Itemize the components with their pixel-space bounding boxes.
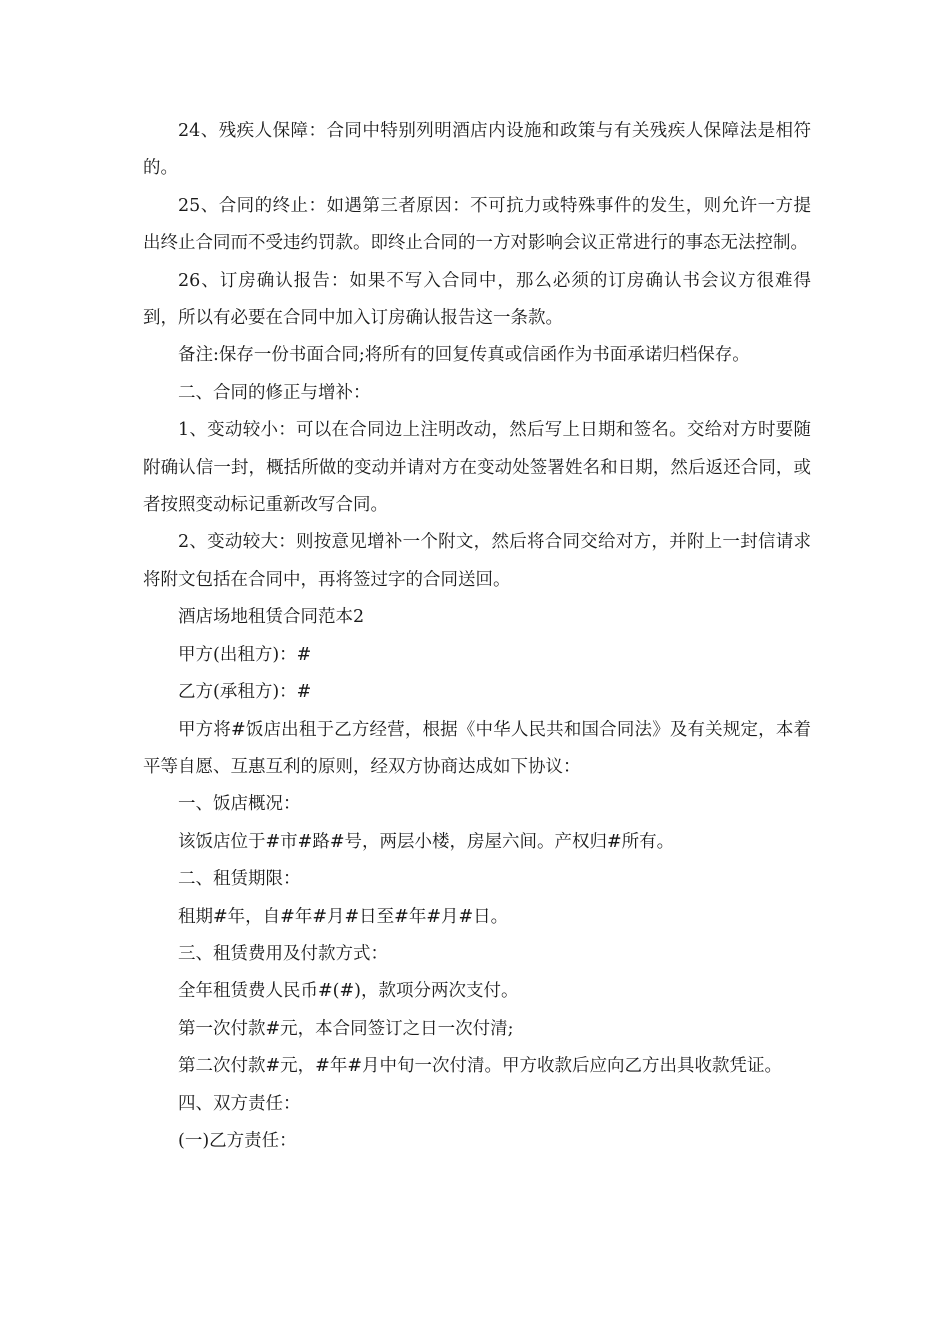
subsection-heading-party-b: (一)乙方责任：	[178, 1130, 297, 1151]
section-heading-hotel-overview: 一、饭店概况：	[178, 794, 301, 815]
paragraph-lease-period: 租期#年，自#年#月#日至#年#月#日。	[178, 906, 509, 927]
paragraph-hotel-location: 该饭店位于#市#路#号，两层小楼，房屋六间。产权归#所有。	[178, 831, 675, 852]
paragraph-second-payment: 第二次付款#元，#年#月中旬一次付清。甲方收款后应向乙方出具收款凭证。	[178, 1056, 782, 1077]
section-heading-lease-term: 二、租赁期限：	[178, 869, 301, 890]
paragraph-minor-changes: 1、变动较小：可以在合同边上注明改动，然后写上日期和签名。交给对方时要随附确认信一封，概括所做的变动并请对方在变动处签署姓名和日期，然后返还合同，或者按照变动标记重新改写合同。	[143, 420, 811, 516]
paragraph-24-accessibility: 24、残疾人保障：合同中特别列明酒店内设施和政策与有关残疾人保障法是相符的。	[143, 121, 811, 179]
paragraph-25-termination: 25、合同的终止：如遇第三者原因：不可抗力或特殊事件的发生，则允许一方提出终止合同而不受违约罚款。即终止合同的一方对影响会议正常进行的事态无法控制。	[143, 195, 811, 254]
document-body	[143, 113, 811, 1160]
paragraph-note: 备注:保存一份书面合同;将所有的回复传真或信函作为书面承诺归档保存。	[178, 345, 750, 366]
party-b-line: 乙方(承租方)：#	[178, 682, 312, 703]
paragraph-first-payment: 第一次付款#元，本合同签订之日一次付清;	[178, 1018, 514, 1039]
paragraph-26-booking-report: 26、订房确认报告：如果不写入合同中，那么必须的订房确认书会议方很难得到，所以有必要在合同中加入订房确认报告这一条款。	[143, 270, 811, 329]
paragraph-major-changes: 2、变动较大：则按意见增补一个附文，然后将合同交给对方，并附上一封信请求将附文包括在合同中，再将签过字的合同送回。	[143, 532, 811, 590]
section-heading-responsibilities: 四、双方责任：	[178, 1093, 301, 1114]
section-heading-amendments: 二、合同的修正与增补：	[178, 382, 371, 403]
document-title-template-2: 酒店场地租赁合同范本2	[178, 607, 365, 628]
paragraph-agreement-intro: 甲方将#饭店出租于乙方经营，根据《中华人民共和国合同法》及有关规定，本着平等自愿、互惠互利的原则，经双方协商达成如下协议：	[143, 719, 811, 777]
paragraph-annual-fee: 全年租赁费人民币#(#)，款项分两次支付。	[178, 981, 519, 1002]
party-a-line: 甲方(出租方)：#	[178, 644, 312, 665]
section-heading-fees-payment: 三、租赁费用及付款方式：	[178, 943, 388, 964]
